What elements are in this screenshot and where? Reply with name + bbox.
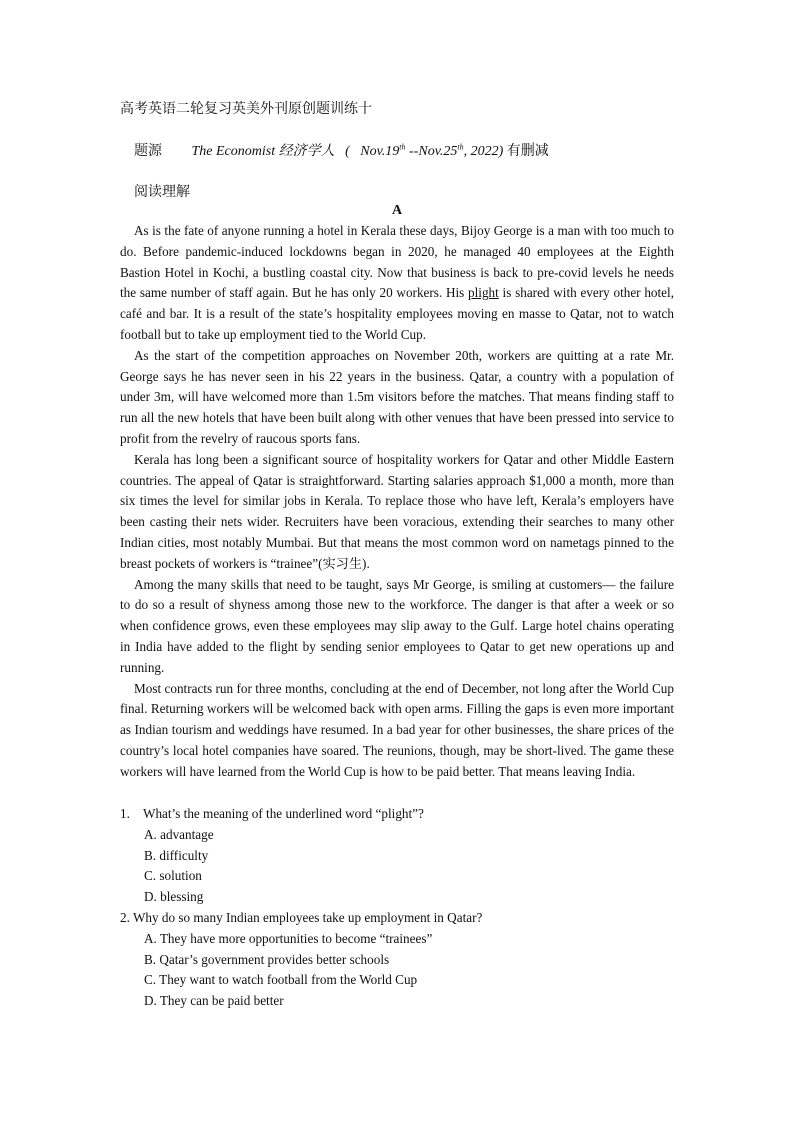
source-line <box>134 140 549 160</box>
question-text: What’s the meaning of the underlined word “plight”? <box>143 806 424 821</box>
paragraph-1-before: As is the fate of anyone running a hotel in Kerala these days, Bijoy George is a man with too much to do. Before pandemic-induced lockdowns began in 2020, he managed 40 employees at the Eighth Bastion Hotel in Kochi, a bustling coastal city. Now that business is back to pre-covid levels he needs the same number of staff again. But he has only 20 workers. His <box>120 223 674 301</box>
passage-body <box>120 221 674 783</box>
paragraph-3: Kerala has long been a significant source of hospitality workers for Qatar and other Middle Eastern countries. The appeal of Qatar is straightforward. Starting salaries approach $1,000 a month, more than six times the level for similar jobs in Kerala. To replace those who have left, Kerala’s employers have been casting their nets wider. Recruiters have been voracious, extending their searches to many other Indian cities, most notably Mumbai. But that means the most common word on nametags pinned to the breast pockets of workers is “trainee”(实习生). <box>120 451 674 571</box>
question-1-option-a: A. advantage <box>144 826 214 842</box>
question-2 <box>120 908 680 1012</box>
question-1-option-c: C. solution <box>144 868 202 884</box>
source-date-year: , 2022) <box>463 144 504 159</box>
question-2-option-d: D. They can be paid better <box>144 993 284 1009</box>
question-2-option-a: A. They have more opportunities to become “trainees” <box>144 930 433 946</box>
page-title: 高考英语二轮复习英美外刊原创题训练十 <box>120 102 372 117</box>
paragraph-4: Among the many skills that need to be taught, says Mr George, is smiling at customers— the failure to do so a result of shyness among those new to the workforce. The danger is that after a week or so when confidence grows, even these employees may slip away to the Gulf. Large hotel chains operating in India have added to the flight by sending senior employees to Qatar to get new operations up and running. <box>120 576 674 675</box>
question-stem <box>120 804 680 825</box>
question-number: 2. <box>120 909 130 925</box>
source-date-open: ( <box>345 144 350 159</box>
paragraph-1-after: is shared with every other hotel, café and bar. It is a result of the state’s hospitality employees moving en masse to Qatar, not to watch football but to take up employment tied to the World Cup. <box>120 285 674 342</box>
question-1-option-b: B. difficulty <box>144 847 209 863</box>
question-2-option-c: C. They want to watch football from the World Cup <box>144 972 418 988</box>
source-label: 题源 <box>134 144 162 159</box>
source-note: 有删减 <box>506 144 549 159</box>
source-date <box>338 144 507 159</box>
question-number: 1. <box>120 806 130 821</box>
source-date-from-sup: th <box>399 142 406 152</box>
source-date-to: Nov.25 <box>418 144 458 159</box>
question-text: Why do so many Indian employees take up employment in Qatar? <box>132 909 483 925</box>
source-date-from: Nov.19 <box>360 144 400 159</box>
paragraph-1 <box>120 221 674 346</box>
question-stem <box>120 908 680 929</box>
paragraph-2: As the start of the competition approaches on November 20th, workers are quitting at a rate Mr. George says he has never seen in his 22 years in the business. Qatar, a country with a population of under 3m, will have welcomed more than 1.5m visitors before the matches. That means finding staff to run all the new hotels that have been built along with other venues that have been pressed into service to profit from the revelry of raucous sports fans. <box>120 347 674 446</box>
question-2-option-b: B. Qatar’s government provides better schools <box>144 951 390 967</box>
question-1 <box>120 804 680 908</box>
source-date-to-sup: th <box>457 142 464 152</box>
section-heading: 阅读理解 <box>134 185 190 200</box>
source-publication: The Economist 经济学人 <box>191 144 335 159</box>
question-list <box>120 804 680 1012</box>
question-1-option-d: D. blessing <box>144 889 204 905</box>
underlined-word: plight <box>468 285 499 301</box>
source-date-sep: -- <box>405 144 419 159</box>
passage-letter: A <box>391 203 403 218</box>
paragraph-5: Most contracts run for three months, concluding at the end of December, not long after the World Cup final. Returning workers will be welcomed back with open arms. Filling the gaps is even more important as Indian tourism and weddings have resumed. In a bad year for other businesses, the share prices of the country’s local hotel companies have soared. The reunions, though, may be short-lived. The game these workers will have learned from the World Cup is how to be paid better. That means leaving India. <box>120 680 674 779</box>
